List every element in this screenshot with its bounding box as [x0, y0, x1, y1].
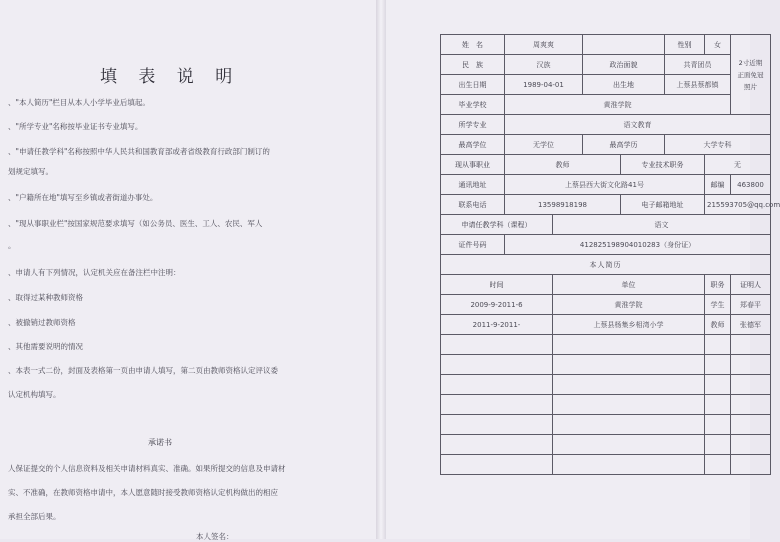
name-value[interactable]: 周爽爽 — [505, 35, 583, 55]
pledge-line: 承担全部后果。 — [8, 512, 61, 521]
major-value[interactable]: 语文教育 — [505, 115, 771, 135]
school-label: 毕业学校 — [441, 95, 505, 115]
birthdate-value[interactable]: 1989-04-01 — [505, 75, 583, 95]
degree-label: 最高学位 — [441, 135, 505, 155]
resume-position[interactable]: 教师 — [705, 315, 731, 335]
resume-header-reference: 证明人 — [731, 275, 771, 295]
table-row — [441, 415, 771, 435]
instruction-line: 、"本人简历"栏目从本人小学毕业后填起。 — [8, 98, 150, 107]
resume-reference[interactable]: 郑春平 — [731, 295, 771, 315]
instruction-line: 。 — [8, 241, 16, 250]
instructions-page — [0, 0, 376, 539]
birthplace-value[interactable]: 上蔡县蔡都镇 — [665, 75, 731, 95]
email-label: 电子邮箱地址 — [621, 195, 705, 215]
book-gutter — [376, 0, 386, 539]
address-value[interactable]: 上蔡县西大街文化路41号 — [505, 175, 705, 195]
degree-value[interactable]: 无学位 — [505, 135, 583, 155]
pledge-line: 人保证提交的个人信息资料及相关申请材料真实、准确。如果所提交的信息及申请材 — [8, 464, 286, 473]
gender-label: 性别 — [665, 35, 705, 55]
instruction-line: 、"户籍所在地"填写至乡镇或者街道办事处。 — [8, 193, 158, 202]
photo-hint: 照片 — [744, 82, 757, 91]
resume-unit[interactable]: 黄淮学院 — [553, 295, 705, 315]
political-label: 政治面貌 — [583, 55, 665, 75]
address-label: 通讯地址 — [441, 175, 505, 195]
resume-unit[interactable]: 上蔡县杨集乡相湾小学 — [553, 315, 705, 335]
instruction-line: 、其他需要说明的情况 — [8, 342, 83, 351]
pledge-title: 承诺书 — [148, 438, 172, 447]
resume-position[interactable]: 学生 — [705, 295, 731, 315]
occupation-label: 现从事职业 — [441, 155, 505, 175]
instruction-line: 、被撤销过教师资格 — [8, 318, 76, 327]
ethnicity-label: 民 族 — [441, 55, 505, 75]
table-row — [441, 335, 771, 355]
table-row — [441, 375, 771, 395]
political-value[interactable]: 共青团员 — [665, 55, 731, 75]
instruction-line: 、"所学专业"名称按毕业证书专业填写。 — [8, 122, 143, 131]
instruction-line: 、申请人有下列情况，认定机关应在备注栏中注明： — [8, 268, 181, 277]
table-row — [441, 315, 771, 335]
signature-label: 本人签名： — [196, 532, 234, 541]
occupation-value[interactable]: 教师 — [505, 155, 621, 175]
photo-box — [731, 35, 771, 115]
major-label: 所学专业 — [441, 115, 505, 135]
subject-value[interactable]: 语文 — [553, 215, 771, 235]
gender-value[interactable]: 女 — [705, 35, 731, 55]
school-value[interactable]: 黄淮学院 — [505, 95, 731, 115]
birthdate-label: 出生日期 — [441, 75, 505, 95]
subject-label: 申请任教学科（课程） — [441, 215, 553, 235]
postcode-label: 邮编 — [705, 175, 731, 195]
education-value[interactable]: 大学专科 — [665, 135, 771, 155]
birthplace-label: 出生地 — [583, 75, 665, 95]
id-value[interactable]: 412825198904010283（身份证） — [505, 235, 771, 255]
resume-header-time: 时间 — [441, 275, 553, 295]
title-label: 专业技术职务 — [621, 155, 705, 175]
table-row — [441, 395, 771, 415]
application-form-page — [386, 0, 780, 539]
resume-header-unit: 单位 — [553, 275, 705, 295]
instruction-line: 认定机构填写。 — [8, 390, 61, 399]
table-row — [441, 355, 771, 375]
table-row — [441, 455, 771, 475]
instruction-line: 、"现从事职业栏"按国家规范要求填写（如公务员、医生、工人、农民、军人 — [8, 219, 263, 228]
name-label: 姓 名 — [441, 35, 505, 55]
table-row — [441, 435, 771, 455]
postcode-value[interactable]: 463800 — [731, 175, 771, 195]
instruction-line: 、本表一式二份，封面及表格第一页由申请人填写，第二页由教师资格认定评议委 — [8, 366, 278, 375]
instruction-line: 划规定填写。 — [8, 167, 53, 176]
instruction-line: 、取得过某种教师资格 — [8, 293, 83, 302]
instruction-line: 、"申请任教学科"名称按照中华人民共和国教育部或者省级教育行政部门制订的 — [8, 147, 270, 156]
title-value[interactable]: 无 — [705, 155, 771, 175]
resume-header-position: 职务 — [705, 275, 731, 295]
ethnicity-value[interactable]: 汉族 — [505, 55, 583, 75]
photo-hint: 2寸近期 — [738, 58, 763, 67]
table-row — [441, 295, 771, 315]
resume-title: 本人简历 — [441, 255, 771, 275]
phone-label: 联系电话 — [441, 195, 505, 215]
resume-time[interactable]: 2009-9-2011-6 — [441, 295, 553, 315]
resume-reference[interactable]: 张德军 — [731, 315, 771, 335]
education-label: 最高学历 — [583, 135, 665, 155]
email-value[interactable]: 215593705@qq.com — [705, 195, 771, 215]
id-label: 证件号码 — [441, 235, 505, 255]
page-title: 填 表 说 明 — [100, 67, 241, 87]
application-form-table — [440, 34, 780, 475]
resume-time[interactable]: 2011-9-2011- — [441, 315, 553, 335]
pledge-line: 实、不准确，在教师资格申请中，本人愿意随时接受教师资格认定机构做出的相应 — [8, 488, 278, 497]
photo-hint: 正面免冠 — [737, 70, 764, 79]
phone-value[interactable]: 13598918198 — [505, 195, 621, 215]
